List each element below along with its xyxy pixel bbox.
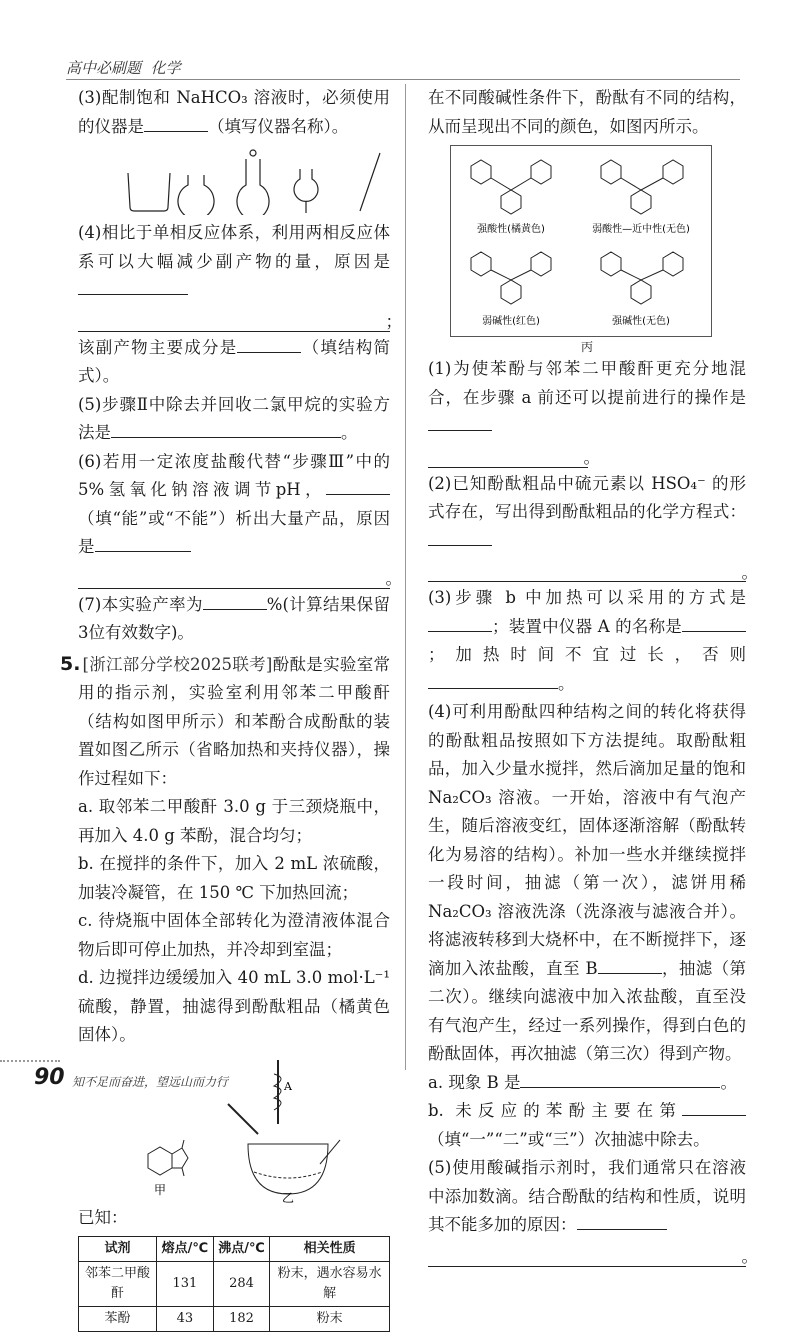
r-q3-text: (3)步骤 b 中加热可以采用的方式是；装置中仪器 A 的名称是；加热时间不宜过长，否则。 — [428, 588, 746, 693]
header-book: 高中必刷题 — [66, 59, 142, 77]
table-header: 熔点/℃ — [157, 1237, 214, 1262]
answer-line[interactable]: 。 — [428, 555, 746, 582]
structure-label: 强酸性(橘黄色) — [477, 224, 545, 235]
r-q5-text: (5)使用酸碱指示剂时，我们通常只在溶液中添加数滴。结合酚酞的结构和性质，说明其不能多加的原因： — [428, 1158, 746, 1234]
table-header: 相关性质 — [270, 1237, 390, 1262]
three-neck-flask — [248, 1144, 328, 1194]
separatory-funnel-icon — [294, 169, 318, 201]
phthalic-anhydride-structure — [148, 1147, 172, 1175]
instrument-a-label: A — [284, 1079, 292, 1093]
answer-blank[interactable] — [95, 537, 191, 552]
answer-line[interactable]: 。 — [428, 441, 588, 468]
answer-line[interactable]: 。 — [78, 562, 390, 589]
page-number: 90 — [34, 1065, 65, 1090]
answer-blank[interactable] — [428, 617, 492, 632]
left-column — [60, 84, 402, 1332]
fig-yi-label: 乙 — [281, 1190, 295, 1204]
q3-text: (3)配制饱和 NaHCO₃ 溶液时，必须使用的仪器是 （填写仪器名称）。 — [78, 88, 390, 136]
answer-blank[interactable] — [203, 595, 267, 610]
known-label: 已知： — [78, 1207, 128, 1227]
table-row: 邻苯二甲酸酐 131 284 粉末，遇水容易水解 — [79, 1262, 390, 1307]
footer-dots — [0, 1060, 60, 1062]
q4b-text: 该副产物主要成分是 （填结构简式）。 — [78, 337, 391, 385]
q6-text: (6)若用一定浓度盐酸代替“步骤Ⅲ”中的5%氢氧化钠溶液调节pH，（填“能”或“不能”）析出大量产品，原因是 — [78, 451, 390, 556]
answer-blank[interactable] — [577, 1215, 667, 1230]
step-c: c. 待烧瓶中固体全部转化为澄清液体混合物后即可停止加热，并冷却到室温； — [78, 911, 390, 959]
fig-bing-label: 丙 — [580, 340, 593, 354]
q4-text: (4)相比于单相反应体系，利用两相反应体系可以大幅减少副产物的量，原因是 — [78, 219, 390, 305]
answer-blank[interactable] — [682, 1101, 746, 1116]
step-d: d. 边搅拌边缓缓加入 40 mL 3.0 mol·L⁻¹ 硫酸，静置，抽滤得到酚酞粗品（橘黄色固体）。 — [78, 968, 390, 1044]
page-header — [66, 57, 181, 78]
answer-line[interactable]: 。 — [428, 1240, 746, 1267]
answer-line[interactable]: ； — [78, 305, 390, 332]
table-row: 苯酚 43 182 粉末 — [79, 1307, 390, 1332]
fig-jia-label: 甲 — [153, 1182, 167, 1197]
r-q4a-text: a. 现象 B 是 。 — [428, 1072, 737, 1092]
q7-text: (7)本实验产率为 %(计算结果保留3位有效数字)。 — [78, 594, 390, 642]
r-q1-text: (1)为使苯酚与邻苯二甲酸酐更充分地混合，在步骤 a 前还可以提前进行的操作是 — [428, 355, 746, 441]
table-header: 沸点/℃ — [213, 1237, 270, 1262]
answer-blank[interactable] — [78, 280, 188, 295]
table-header-row — [79, 1237, 390, 1262]
dropping-funnel — [228, 1104, 258, 1134]
q5-text: (5)步骤Ⅱ中除去并回收二氯甲烷的实验方法是 。 — [78, 394, 390, 442]
answer-blank[interactable] — [428, 531, 492, 546]
round-flask-icon — [178, 175, 214, 215]
phenolphthalein-structures-figure — [450, 145, 712, 337]
answer-blank[interactable] — [144, 117, 208, 132]
footer-motto: 知不足而奋进，望远山而力行 — [72, 1075, 229, 1089]
answer-blank[interactable] — [520, 1073, 720, 1088]
glass-rod-icon — [360, 153, 380, 211]
answer-blank[interactable] — [237, 338, 301, 353]
properties-table — [78, 1236, 390, 1332]
answer-blank[interactable] — [428, 416, 492, 431]
column-divider — [405, 84, 406, 1070]
volumetric-flask-icon — [237, 159, 269, 215]
structure-label: 弱碱性(红色) — [482, 316, 540, 327]
right-column — [428, 84, 758, 1269]
beaker-icon — [128, 173, 170, 211]
answer-blank[interactable] — [428, 674, 558, 689]
answer-blank[interactable] — [326, 480, 390, 495]
r-q4b-text: b. 未反应的苯酚主要在第（填“一”“二”或“三”）次抽滤中除去。 — [428, 1097, 746, 1154]
answer-blank[interactable] — [598, 959, 662, 974]
step-a: a. 取邻苯二甲酸酐 3.0 g 于三颈烧瓶中，再加入 4.0 g 苯酚，混合均匀； — [78, 797, 390, 845]
r-q4-text: (4)可利用酚酞四种结构之间的转化将获得的酚酞粗品按照如下方法提纯。取酚酞粗品，加入少量水搅拌，然后滴加足量的饱和 Na₂CO₃ 溶液。一开始，溶液中有气泡产生，随后溶液变红，固体逐渐溶解（酚酞转化为易溶的结构）。补加一些水并继续搅拌一段时间，抽滤（第一次），滤饼用稀 Na₂CO₃ 溶液洗涤（洗涤液与滤液合并）。将滤液转移到大烧杯中，在不断搅拌下，逐滴加入浓盐酸，直至 B ，抽滤（第二次）。继续向滤液中加入浓盐酸，直至没有气泡产生，经过一系列操作，得到白色的酚酞固体，再次抽滤（第三次）得到产物。 — [428, 702, 746, 1063]
right-intro: 在不同酸碱性条件下，酚酞有不同的结构，从而呈现出不同的颜色，如图丙所示。 — [428, 88, 746, 136]
r-q2-text: (2)已知酚酞粗品中硫元素以 HSO₄⁻ 的形式存在，写出得到酚酞粗品的化学方程式： — [428, 470, 746, 556]
answer-blank[interactable] — [111, 423, 341, 438]
structure-label: 弱酸性—近中性(无色) — [592, 224, 690, 235]
header-rule — [66, 79, 740, 80]
glassware-figure — [118, 145, 418, 215]
table-header: 试剂 — [79, 1237, 157, 1262]
header-subject: 化学 — [150, 59, 181, 77]
step-b: b. 在搅拌的条件下，加入 2 mL 浓硫酸，加装冷凝管，在 150 ℃ 下加热回流； — [78, 854, 390, 902]
answer-blank[interactable] — [682, 617, 746, 632]
structure-label: 强碱性(无色) — [612, 316, 670, 327]
problem-5-intro: 5. [浙江部分学校2025联考]酚酞是实验室常用的指示剂，实验室利用邻苯二甲酸酐（结构如图甲所示）和苯酚合成酚酞的装置如图乙所示（省略加热和夹持仪器），操作过程如下： — [60, 652, 391, 788]
